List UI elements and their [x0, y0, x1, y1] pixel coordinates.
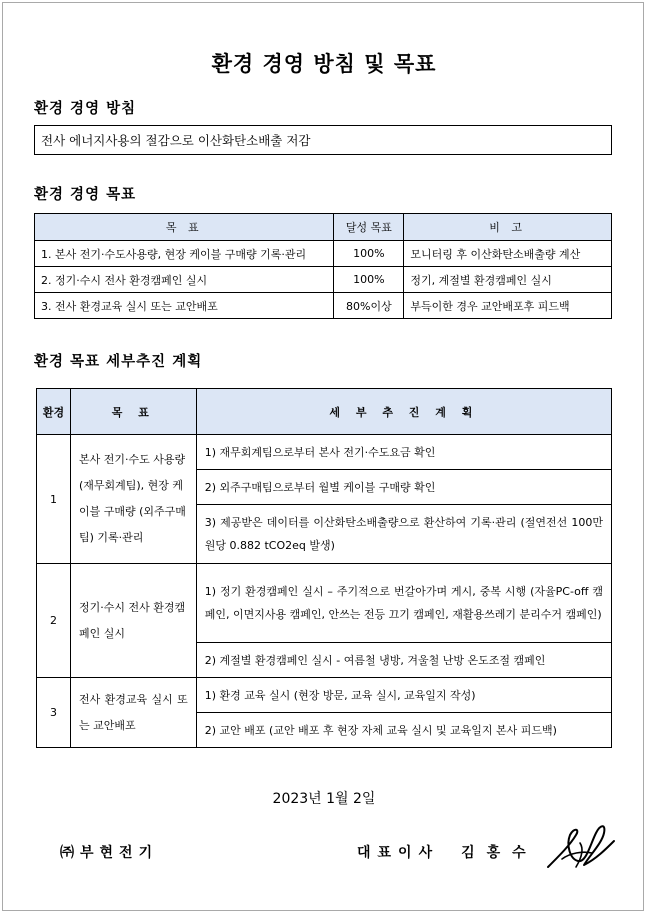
goal-cell: 1. 본사 전기·수도사용량, 현장 케이블 구매량 기록·관리	[35, 241, 334, 267]
plan-detail: 2) 교안 배포 (교안 배포 후 현장 자체 교육 실시 및 교육일지 본사 피드백)	[196, 713, 611, 748]
note-cell: 정기, 계절별 환경캠페인 실시	[404, 267, 612, 293]
document-date: 2023년 1월 2일	[272, 791, 376, 807]
goals-col-note: 비 고	[404, 214, 612, 241]
table-row	[37, 435, 612, 470]
policy-box	[34, 125, 612, 155]
handwritten-signature	[540, 815, 620, 880]
goals-col-target: 달성 목표	[334, 214, 404, 241]
goal-cell: 2. 정기·수시 전사 환경캠페인 실시	[35, 267, 334, 293]
plan-goal: 본사 전기·수도 사용량 (재무회계팀), 현장 케이블 구매량 (외주구매팀) 기록·관리	[70, 435, 196, 564]
company-name: ㈜부현전기	[60, 845, 159, 861]
plan-num: 2	[37, 564, 71, 678]
plan-detail: 1) 환경 교육 실시 (현장 방문, 교육 실시, 교육일지 작성)	[196, 678, 611, 713]
plan-col-goal: 목 표	[70, 389, 196, 435]
plan-table	[36, 388, 612, 748]
table-row	[35, 267, 612, 293]
goals-col-goal: 목 표	[35, 214, 334, 241]
goals-header-row	[35, 214, 612, 241]
policy-text: 전사 에너지사용의 절감으로 이산화탄소배출 저감	[41, 133, 311, 148]
target-cell: 100%	[334, 267, 404, 293]
target-cell: 80%이상	[334, 293, 404, 319]
plan-header-row	[37, 389, 612, 435]
plan-goal: 정기·수시 전사 환경캠페인 실시	[70, 564, 196, 678]
goals-heading: 환경 경영 목표	[34, 187, 137, 203]
document-title: 환경 경영 방침 및 목표	[211, 52, 437, 76]
ceo-name: 김홍수	[461, 845, 538, 861]
ceo-signature-line	[357, 842, 538, 862]
plan-detail: 1) 정기 환경캠페인 실시 – 주기적으로 번갈아가며 게시, 중복 시행 (자율PC-off 캠페인, 이면지사용 캠페인, 안쓰는 전등 끄기 캠페인, 재활용쓰레기 분리수거 캠페인)	[196, 564, 611, 643]
plan-goal: 전사 환경교육 실시 또는 교안배포	[70, 678, 196, 748]
table-row	[35, 241, 612, 267]
goal-cell: 3. 전사 환경교육 실시 또는 교안배포	[35, 293, 334, 319]
plan-detail: 2) 계절별 환경캠페인 실시 - 여름철 냉방, 겨울철 난방 온도조절 캠페인	[196, 643, 611, 678]
plan-detail: 2) 외주구매팀으로부터 월별 케이블 구매량 확인	[196, 470, 611, 505]
table-row	[37, 564, 612, 643]
plan-num: 3	[37, 678, 71, 748]
table-row	[35, 293, 612, 319]
plan-col-env: 환경	[37, 389, 71, 435]
note-cell: 모니터링 후 이산화탄소배출량 계산	[404, 241, 612, 267]
plan-col-detail: 세 부 추 진 계 획	[196, 389, 611, 435]
plan-detail: 3) 제공받은 데이터를 이산화탄소배출량으로 환산하여 기록·관리 (절연전선 100만원당 0.882 tCO2eq 발생)	[196, 505, 611, 564]
target-cell: 100%	[334, 241, 404, 267]
ceo-title: 대표이사	[357, 845, 440, 861]
plan-heading: 환경 목표 세부추진 계획	[34, 354, 203, 370]
goals-table	[34, 213, 612, 319]
policy-heading: 환경 경영 방침	[34, 101, 137, 117]
plan-num: 1	[37, 435, 71, 564]
table-row	[37, 678, 612, 713]
plan-detail: 1) 재무회계팀으로부터 본사 전기·수도요금 확인	[196, 435, 611, 470]
note-cell: 부득이한 경우 교안배포후 피드백	[404, 293, 612, 319]
